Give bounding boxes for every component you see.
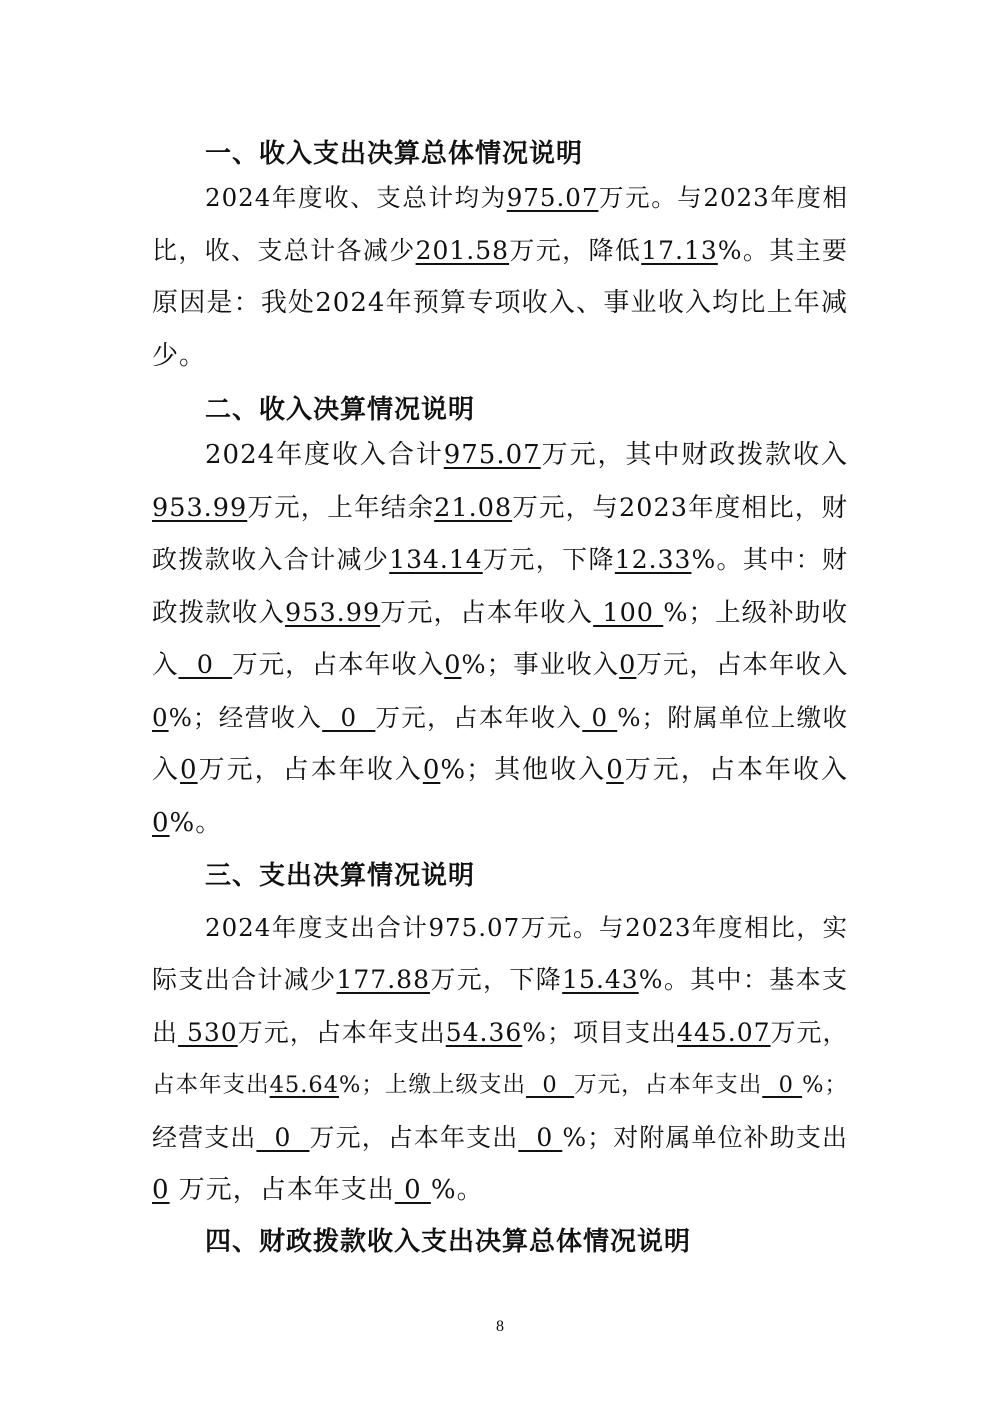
paragraph-line: 0%；经营收入 0 万元，占本年收入 0 %；附属单位上缴收 bbox=[152, 703, 849, 732]
paragraph-line: 占本年支出45.64%；上缴上级支出 0 万元，占本年支出 0 %； bbox=[152, 1072, 848, 1098]
paragraph-line: 0%。 bbox=[152, 808, 223, 838]
paragraph-line: 政拨款收入合计减少134.14万元，下降12.33%。其中：财 bbox=[152, 545, 848, 574]
section-heading-3: 三、支出决算情况说明 bbox=[205, 861, 476, 891]
paragraph-line: 少。 bbox=[152, 341, 207, 371]
section-heading-4: 四、财政拨款收入支出决算总体情况说明 bbox=[205, 1227, 692, 1257]
paragraph-line: 2024年度收、支总计均为975.07万元。与2023年度相 bbox=[205, 183, 848, 212]
paragraph-line: 政拨款收入953.99万元，占本年收入 100 %；上级补助收 bbox=[152, 598, 848, 628]
paragraph-line: 0 万元，占本年支出 0 %。 bbox=[152, 1175, 484, 1205]
paragraph-line: 2024年度支出合计975.07万元。与2023年度相比，实 bbox=[205, 913, 848, 942]
paragraph-line: 原因是：我处2024年预算专项收入、事业收入均比上年减 bbox=[152, 288, 848, 318]
paragraph-line: 经营支出 0 万元，占本年支出 0 %；对附属单位补助支出 bbox=[152, 1123, 848, 1152]
paragraph-line: 2024年度收入合计975.07万元，其中财政拨款收入 bbox=[205, 440, 848, 470]
section-heading-2: 二、收入决算情况说明 bbox=[205, 395, 476, 425]
section-heading-1: 一、收入支出决算总体情况说明 bbox=[205, 139, 584, 169]
paragraph-line: 入 0 万元，占本年收入0%；事业收入0万元，占本年收入 bbox=[152, 650, 849, 680]
paragraph-line: 953.99万元，上年结余21.08万元，与2023年度相比，财 bbox=[152, 493, 848, 523]
paragraph-line: 出 530万元，占本年支出54.36%；项目支出445.07万元， bbox=[152, 1018, 849, 1047]
paragraph-line: 入0万元，占本年收入0%；其他收入0万元，占本年收入 bbox=[152, 755, 848, 785]
paragraph-line: 比，收、支总计各减少201.58万元，降低17.13%。其主要 bbox=[152, 236, 848, 265]
paragraph-line: 际支出合计减少177.88万元，下降15.43%。其中：基本支 bbox=[152, 965, 848, 994]
page-number: 8 bbox=[496, 1318, 504, 1335]
